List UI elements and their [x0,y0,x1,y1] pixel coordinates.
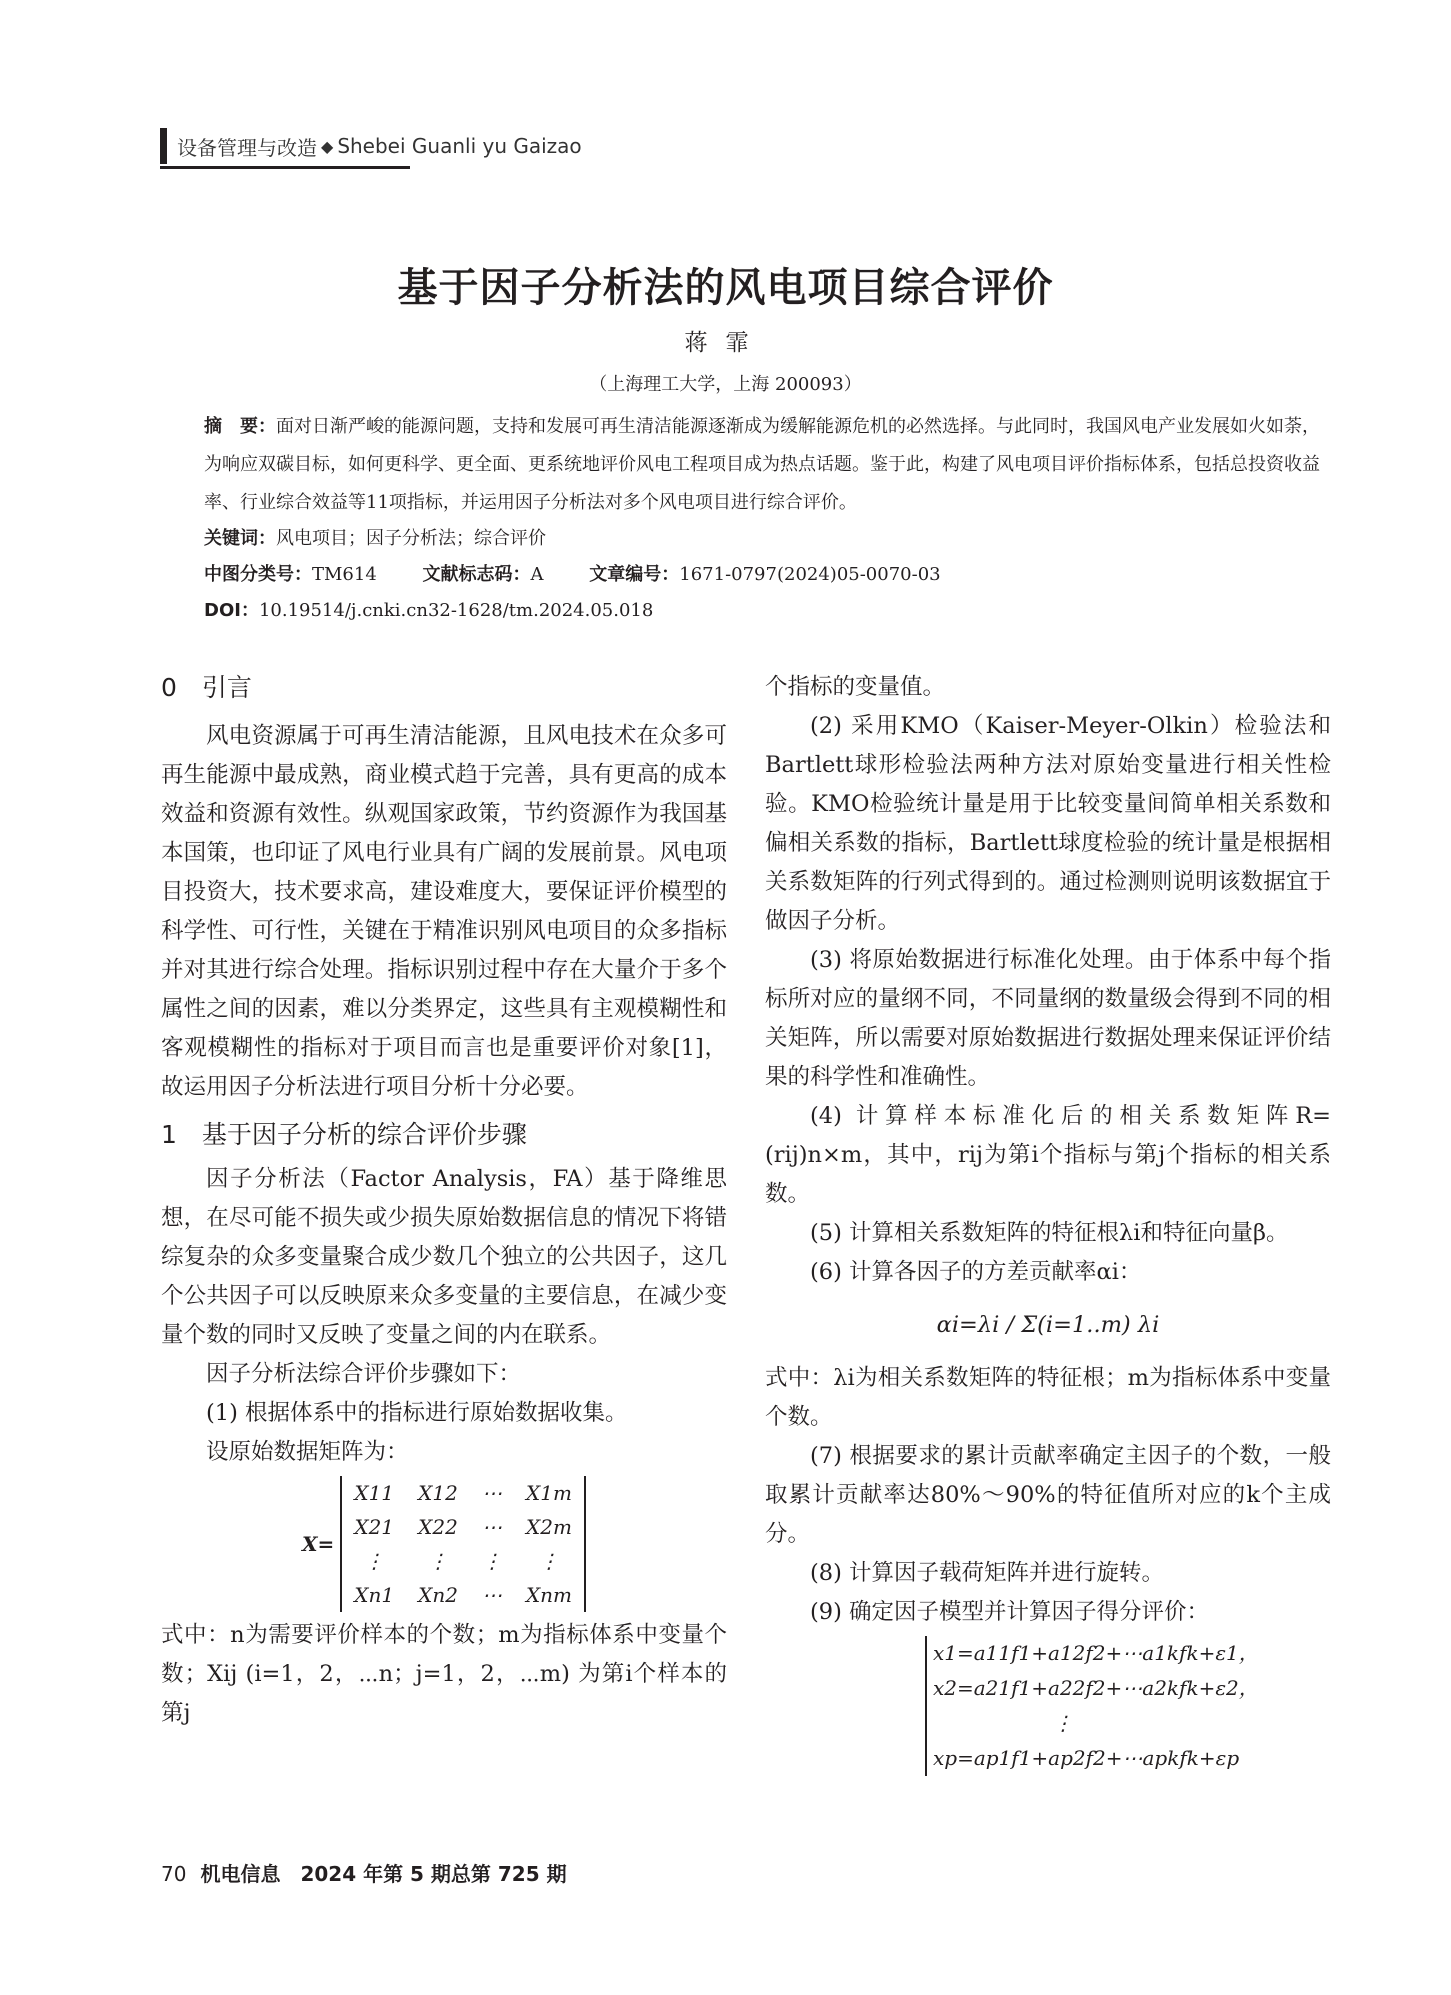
system-line: xp=ap1f1+ap2f2+⋯apkfk+εp [933,1746,1240,1770]
clc-value: TM614 [312,564,377,585]
matrix-explanation: 式中：n为需要评价样本的个数；m为指标体系中变量个数；Xij (i=1，2，⋯n；j=1，2，⋯m) 为第i个样本的第j [161,1622,727,1726]
matrix-cell: ⋮ [428,1549,449,1573]
classification-line [204,560,941,586]
step-5: (5) 计算相关系数矩阵的特征根λi和特征向量β。 [810,1220,1289,1246]
matrix-cell: ⋯ [481,1481,502,1505]
step-3: (3) 将原始数据进行标准化处理。由于体系中每个指标所对应的量纲不同，不同量纲的数量级会得到不同的相关矩阵，所以需要对原始数据进行数据处理来保证评价结果的科学性和准确性。 [765,947,1331,1090]
step-7: (7) 根据要求的累计贡献率确定主因子的个数，一般取累计贡献率达80%～90%的特征值所对应的k个主成分。 [765,1443,1331,1547]
section-0-paragraph: 风电资源属于可再生清洁能源，且风电技术在众多可再生能源中最成熟，商业模式趋于完善，具有更高的成本效益和资源有效性。纵观国家政策，节约资源作为我国基本国策，也印证了风电行业具有广阔的发展前景。风电项目投资大，技术要求高，建设难度大，要保证评价模型的科学性、可行性，关键在于精准识别风电项目的众多指标并对其进行综合处理。指标识别过程中存在大量介于多个属性之间的因素，难以分类界定，这些具有主观模糊性和客观模糊性的指标对于项目而言也是重要评价对象[1]，故运用因子分析法进行项目分析十分必要。 [161,723,727,1100]
matrix-cell: Xn2 [418,1583,458,1607]
matrix-table [340,1476,586,1612]
step-8: (8) 计算因子载荷矩阵并进行旋转。 [810,1560,1165,1586]
right-column [765,668,1331,1776]
matrix-cell: X11 [354,1481,395,1505]
step-1-matrix-intro: 设原始数据矩阵为： [206,1439,409,1465]
section-1-paragraph-2: 因子分析法综合评价步骤如下： [206,1361,522,1387]
alpha-formula: αi=λi / Σ(i=1..m) λi [936,1312,1160,1338]
matrix-cell: ⋮ [538,1549,559,1573]
system-line: x2=a21f1+a22f2+⋯a2kfk+ε2， [933,1676,1259,1700]
section-1-paragraph-1: 因子分析法（Factor Analysis，FA）基于降维思想，在尽可能不损失或少损失原始数据信息的情况下将错综复杂的众多变量聚合成少数几个独立的公共因子，这几个公共因子可以反映原来众多变量的主要信息，在减少变量个数的同时又反映了变量之间的内在联系。 [161,1166,727,1348]
article-affiliation: （上海理工大学，上海 200093） [589,374,862,395]
abstract-label: 摘 要： [204,416,276,437]
keywords-text: 风电项目；因子分析法；综合评价 [276,528,546,549]
matrix-cell: Xn1 [354,1583,395,1607]
matrix-cell: ⋮ [364,1549,385,1573]
step-2: (2) 采用KMO（Kaiser-Meyer-Olkin）检验法和Bartlett球形检验法两种方法对原始变量进行相关性检验。KMO检验统计量是用于比较变量间简单相关系数和偏相关系数的指标，Bartlett球度检验的统计量是根据相关系数矩阵的行列式得到的。通过检测则说明该数据宜于做因子分析。 [765,713,1331,934]
page-number: 70 [161,1862,187,1886]
left-column [161,668,727,1733]
system-line: x1=a11f1+a12f2+⋯a1kfk+ε1， [933,1641,1259,1665]
matrix-cell: X2m [526,1515,572,1539]
matrix-cell: ⋯ [481,1583,502,1607]
matrix-cell: X22 [418,1515,458,1539]
data-matrix [161,1476,727,1612]
doi-value: 10.19514/j.cnki.cn32-1628/tm.2024.05.018 [258,600,654,621]
article-author: 蒋霏 [684,330,767,356]
doi-line [204,596,653,622]
header-tag-cn: 设备管理与改造 [177,135,317,160]
journal-issue: 机电信息 2024 年第 5 期总第 725 期 [200,1862,567,1886]
article-no-value: 1671-0797(2024)05-0070-03 [679,564,941,585]
doc-label: 文献标志码： [422,564,531,585]
matrix-cell: X12 [418,1481,458,1505]
keywords [204,524,546,550]
article-no-label: 文章编号： [589,564,680,585]
matrix-cell: ⋯ [481,1515,502,1539]
step-1: (1) 根据体系中的指标进行原始数据收集。 [206,1400,628,1426]
header-underline [160,166,410,169]
abstract-text: 面对日渐严峻的能源问题，支持和发展可再生清洁能源逐渐成为缓解能源危机的必然选择。与此同时，我国风电产业发展如火如荼，为响应双碳目标，如何更科学、更全面、更系统地评价风电工程项目成为热点话题。鉴于此，构建了风电项目评价指标体系，包括总投资收益率、行业综合效益等11项指标，并运用因子分析法对多个风电项目进行综合评价。 [204,416,1320,513]
matrix-label: X= [301,1531,335,1556]
keywords-label: 关键词： [204,528,276,549]
step-6: (6) 计算各因子的方差贡献率αi： [810,1259,1142,1285]
abstract [204,408,1334,522]
page-footer [161,1858,567,1887]
system-line: ⋮ [1053,1711,1073,1735]
clc-label: 中图分类号： [204,564,312,585]
matrix-cell: ⋮ [481,1549,502,1573]
matrix-cell: Xnm [525,1583,573,1607]
step-9: (9) 确定因子模型并计算因子得分评价： [810,1599,1210,1625]
doi-label: DOI： [204,600,259,621]
section-1-title: 1 基于因子分析的综合评价步骤 [161,1120,527,1149]
header-bar [160,128,167,164]
matrix-cell: X21 [354,1515,395,1539]
section-header [160,128,582,164]
matrix-cell: X1m [526,1481,572,1505]
step-4: (4) 计算样本标准化后的相关系数矩阵R=(rij)n×m，其中，rij为第i个指标与第j个指标的相关系数。 [765,1103,1331,1207]
section-0-title: 0 引言 [161,673,252,702]
right-continuation: 个指标的变量值。 [765,674,946,700]
doc-value: A [530,564,544,585]
header-tag-en: Shebei Guanli yu Gaizao [337,134,582,158]
alpha-explanation: 式中：λi为相关系数矩阵的特征根；m为指标体系中变量个数。 [765,1365,1331,1430]
article-title: 基于因子分析法的风电项目综合评价 [397,265,1054,311]
diamond-icon: ◆ [321,136,334,156]
factor-model-system [925,1636,1331,1776]
